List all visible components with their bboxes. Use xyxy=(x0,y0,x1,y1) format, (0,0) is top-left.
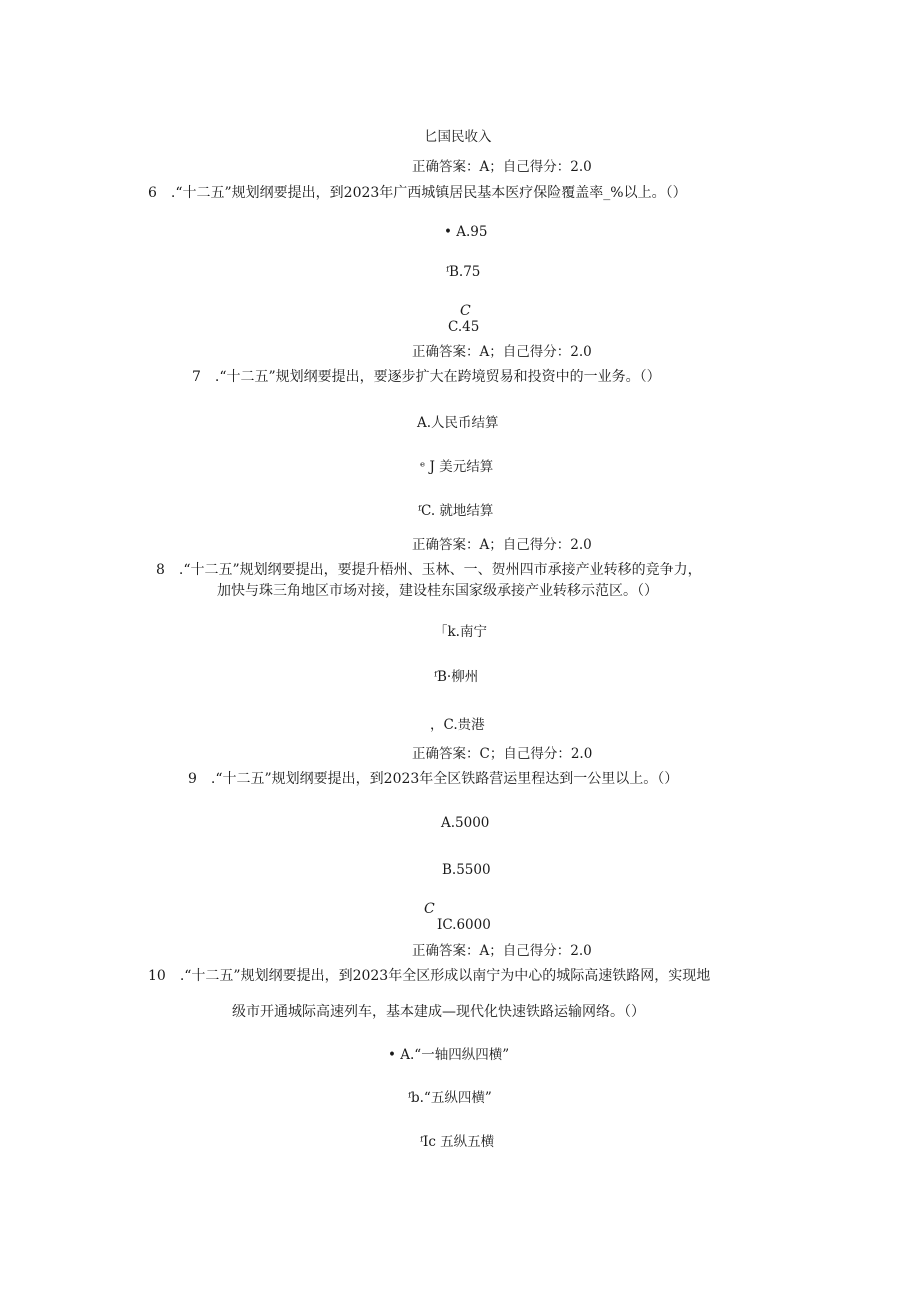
question-10: 10 .“十二五”规划纲要提出，到2023年全区形成以南宁为中心的城际高速铁路网，实现地 xyxy=(148,968,711,984)
option-a: 「k.南宁 xyxy=(434,624,487,640)
option-text: 匕国民收入 xyxy=(424,129,492,145)
option-c: C.45 xyxy=(448,319,480,335)
question-8: 8 .“十二五”规划纲要提出，要提升梧州、玉林、一、贺州四市承接产业转移的竞争力， xyxy=(156,562,702,578)
answer-line: 正确答案：C；自己得分：2.0 xyxy=(412,746,593,762)
question-6: 6 .“十二五”规划纲要提出，到2023年广西城镇居民基本医疗保险覆盖率_%以上。（） xyxy=(148,185,687,201)
option-a: A.5000 xyxy=(441,815,490,831)
option-c: ，C.贵港 xyxy=(430,717,485,733)
option-c: IC.6000 xyxy=(437,917,491,933)
question-9: 9 .“十二五”规划纲要提出，到2023年全区铁路营运里程达到一公里以上。（） xyxy=(188,771,679,787)
radio-mark: C xyxy=(424,901,435,917)
question-7: 7 .“十二五”规划纲要提出，要逐步扩大在跨境贸易和投资中的一业务。（） xyxy=(192,369,661,385)
answer-line: 正确答案：A；自己得分：2.0 xyxy=(412,159,592,175)
option-b: ᶠB.75 xyxy=(446,264,481,280)
answer-line: 正确答案：A；自己得分：2.0 xyxy=(412,344,592,360)
question-10-cont: 级市开通城际高速列车，基本建成—现代化快速铁路运输网络。（） xyxy=(232,1004,645,1020)
radio-mark: C xyxy=(460,303,471,319)
option-b: B.5500 xyxy=(442,862,491,878)
option-c: ᶠC. 就地结算 xyxy=(418,503,494,519)
option-c: ᶠIc 五纵五横 xyxy=(420,1134,495,1150)
option-b: ᶠb.“五纵四横” xyxy=(408,1090,492,1106)
option-a: • A.95 xyxy=(444,224,488,240)
answer-line: 正确答案：A；自己得分：2.0 xyxy=(412,943,592,959)
option-b: ᵉ J 美元结算 xyxy=(420,459,494,475)
option-a: A.人民币结算 xyxy=(417,415,499,431)
option-a: • A.“一轴四纵四横” xyxy=(388,1047,510,1063)
option-b: ᶠB·柳州 xyxy=(434,669,479,685)
question-8-cont: 加快与珠三角地区市场对接，建设桂东国家级承接产业转移示范区。（） xyxy=(217,583,658,599)
answer-line: 正确答案：A；自己得分：2.0 xyxy=(412,537,592,553)
